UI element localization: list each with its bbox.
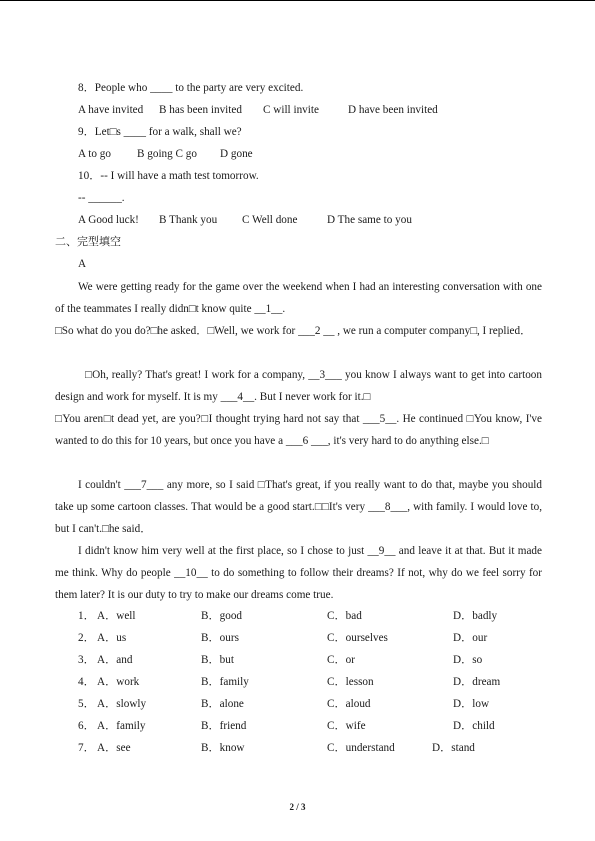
- answer-3-option-a: A．and: [97, 654, 133, 666]
- section-heading: 二、完型填空: [55, 235, 121, 248]
- answer-3-number: 3．: [78, 654, 95, 666]
- question-8-option-a: A have invited: [78, 104, 144, 116]
- answer-4-option-a: A．work: [97, 676, 140, 688]
- answer-3-option-b: B．but: [201, 654, 234, 666]
- question-9-option-d: D gone: [220, 148, 253, 160]
- answer-2-option-b: B．ours: [201, 632, 239, 644]
- question-10-stem-response: -- ______.: [78, 192, 125, 204]
- passage-label: A: [78, 258, 87, 270]
- answer-5-option-a: A．slowly: [97, 698, 147, 710]
- answer-1-option-a: A．well: [97, 610, 136, 622]
- passage-paragraph-6: I didn't know him very well at the first place, so I chose to just __9__ and leave it at that. But it made me think. Why do people __10__ to do something to follow their dreams? If not, why do we feel sorry for them later? It is our duty to try to make our dreams come true.: [55, 545, 542, 601]
- question-10-stem: 10．-- I will have a math test tomorrow.: [78, 170, 259, 182]
- passage-paragraph-1: We were getting ready for the game over the weekend when I had an interesting conversation with one of the teammates I really didn□t know quite __1__.: [55, 281, 542, 315]
- passage-paragraph-3: □Oh, really? That's great! I work for a company, __3___ you know I always want to get into cartoon design and work for myself. It is my ___4__. But I never work for it.□: [55, 369, 542, 403]
- answer-6-option-c: C．wife: [327, 720, 366, 732]
- answer-4-option-d: D．dream: [453, 676, 501, 688]
- passage-paragraph-2: □So what do you do?□he asked．□Well, we work for ___2 __ , we run a computer company□, I replied．: [55, 325, 532, 337]
- answer-6-option-a: A．family: [97, 720, 146, 732]
- question-8-option-b: B has been invited: [159, 104, 242, 116]
- passage-paragraph-5: I couldn't ___7___ any more, so I said □That's great, if you really want to do that, maybe you should take up some cartoon classes. That would be a good start.□□It's very ___8___, with family. I would love to, but I can't.□he said．: [55, 479, 542, 535]
- answer-6-option-b: B．friend: [201, 720, 247, 732]
- answer-4-option-b: B．family: [201, 676, 249, 688]
- question-8-stem: 8．People who ____ to the party are very excited.: [78, 82, 304, 94]
- answer-7-option-d: D．stand: [432, 742, 475, 754]
- question-10-option-b: B Thank you: [159, 214, 218, 226]
- question-10-option-d: D The same to you: [327, 214, 412, 226]
- answer-5-number: 5．: [78, 698, 95, 710]
- answer-6-option-d: D．child: [453, 720, 495, 732]
- question-10-option-c: C Well done: [242, 214, 298, 226]
- answer-1-option-c: C．bad: [327, 610, 362, 622]
- answer-3-option-c: C．or: [327, 654, 355, 666]
- page-number: 2 / 3: [289, 802, 306, 812]
- answer-7-option-b: B．know: [201, 742, 245, 754]
- answer-3-option-d: D．so: [453, 654, 483, 666]
- answer-7-option-a: A．see: [97, 742, 131, 754]
- answer-1-option-d: D．badly: [453, 610, 498, 622]
- answer-7-number: 7．: [78, 742, 95, 754]
- answer-5-option-b: B．alone: [201, 698, 244, 710]
- answer-2-option-d: D．our: [453, 632, 488, 644]
- question-10-option-a: A Good luck!: [78, 214, 139, 226]
- answer-2-option-a: A．us: [97, 632, 127, 644]
- answer-7-option-c: C．understand: [327, 742, 395, 754]
- question-8-option-d: D have been invited: [348, 104, 438, 116]
- question-8-option-c: C will invite: [263, 104, 319, 116]
- answer-5-option-c: C．aloud: [327, 698, 371, 710]
- passage-paragraph-4: □You aren□t dead yet, are you?□I thought trying hard not say that ___5__. He continued □You know, I've wanted to do this for 10 years, but once you have a ___6 ___, it's very hard to do anything else.□: [55, 413, 542, 447]
- answer-6-number: 6．: [78, 720, 95, 732]
- answer-2-option-c: C．ourselves: [327, 632, 388, 644]
- answer-2-number: 2．: [78, 632, 95, 644]
- answer-1-number: 1．: [78, 610, 95, 622]
- answer-5-option-d: D．low: [453, 698, 490, 710]
- question-9-option-bc: B going C go: [137, 148, 197, 160]
- answer-4-number: 4．: [78, 676, 95, 688]
- answer-1-option-b: B．good: [201, 610, 243, 622]
- answer-4-option-c: C．lesson: [327, 676, 374, 688]
- top-rule: [0, 0, 595, 1]
- question-9-option-a: A to go: [78, 148, 111, 160]
- question-9-stem: 9．Let□s ____ for a walk, shall we?: [78, 126, 242, 138]
